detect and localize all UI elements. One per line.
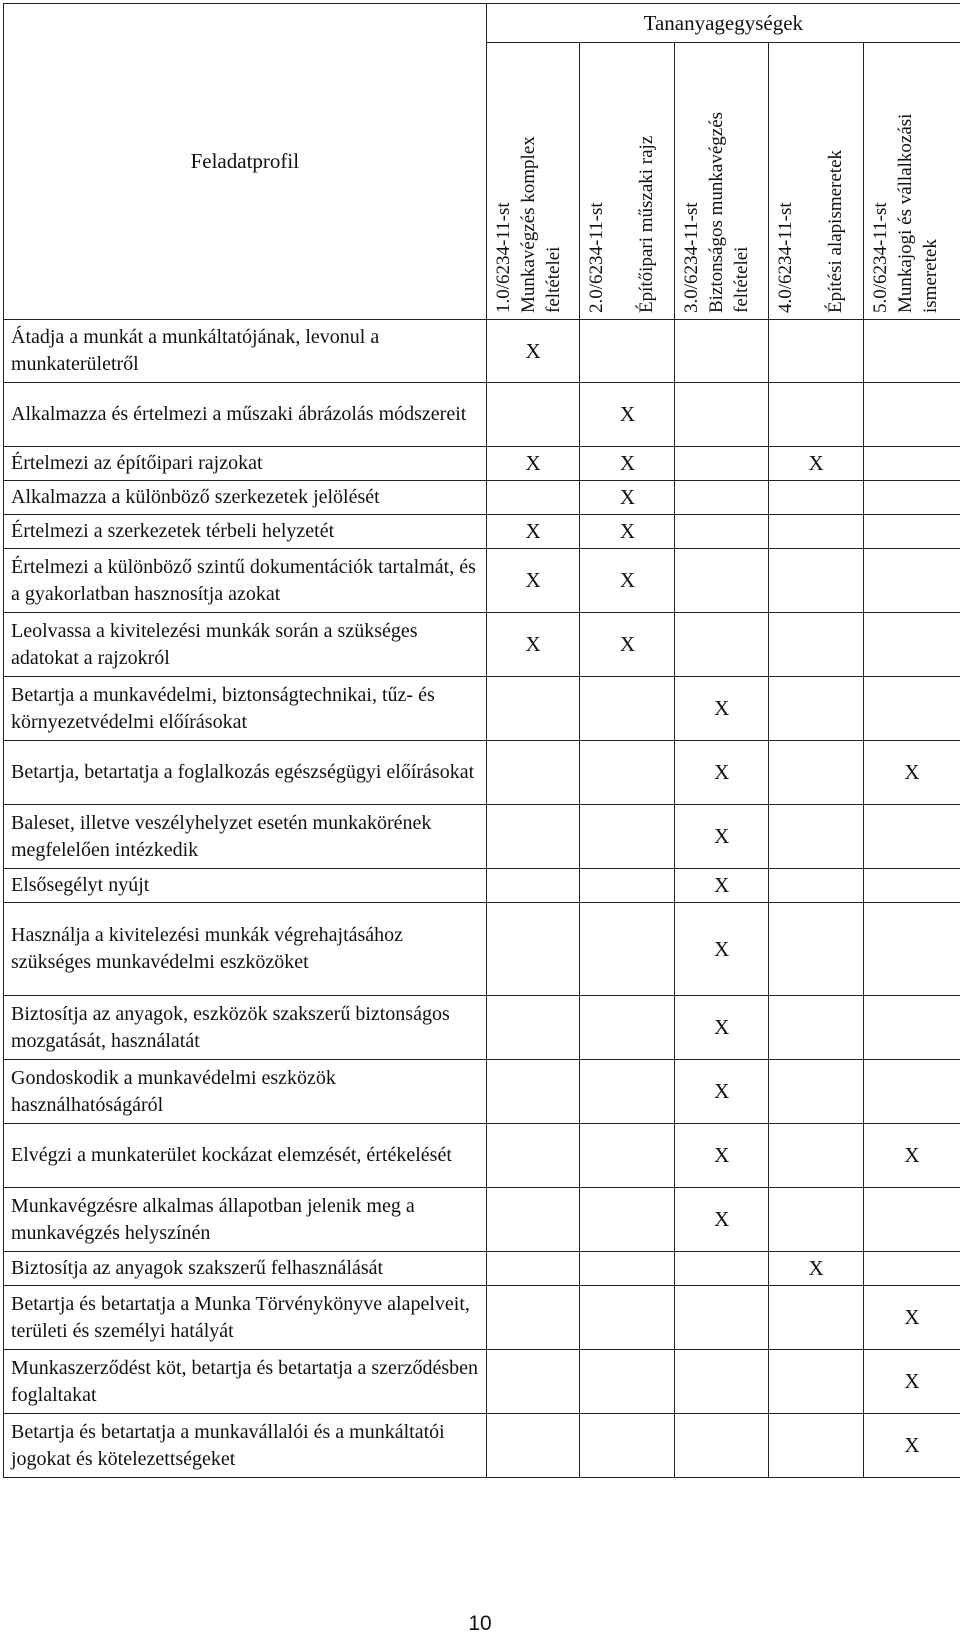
unit-3-mark [675, 1350, 769, 1414]
unit-header-2 [580, 43, 675, 320]
unit-2-mark [580, 1414, 675, 1478]
table-row [4, 1286, 960, 1350]
unit-3-mark [675, 1414, 769, 1478]
unit-4-mark [769, 320, 864, 383]
unit-4-mark [769, 1286, 864, 1350]
unit-2-mark [580, 1350, 675, 1414]
table-row [4, 1060, 960, 1124]
unit-2-mark [580, 1124, 675, 1188]
unit-2-mark: X [580, 549, 675, 613]
unit-5-mark [864, 869, 960, 903]
task-description: Értelmezi a különböző szintű dokumentációk tartalmát, és a gyakorlatban hasznosítja azokat [4, 549, 487, 613]
unit-5-mark: X [864, 1350, 960, 1414]
unit-5-mark [864, 1060, 960, 1124]
unit-3-mark: X [675, 869, 769, 903]
task-description: Betartja a munkavédelmi, biztonságtechnikai, tűz- és környezetvédelmi előírásokat [4, 677, 487, 741]
task-description: Munkavégzésre alkalmas állapotban jelenik meg a munkavégzés helyszínén [4, 1188, 487, 1252]
table-row [4, 903, 960, 996]
unit-4-mark [769, 1060, 864, 1124]
unit-5-mark [864, 447, 960, 481]
table-row [4, 1350, 960, 1414]
unit-1-mark [486, 1124, 580, 1188]
unit-header-5 [864, 43, 960, 320]
unit-5-mark [864, 805, 960, 869]
task-description: Gondoskodik a munkavédelmi eszközök használhatóságáról [4, 1060, 487, 1124]
task-description: Betartja és betartatja a Munka Törvénykönyve alapelveit, területi és személyi hatályát [4, 1286, 487, 1350]
unit-3-mark: X [675, 903, 769, 996]
competency-matrix-table [3, 3, 960, 1478]
unit-4-mark [769, 1350, 864, 1414]
unit-1-mark [486, 1350, 580, 1414]
task-description: Munkaszerződést köt, betartja és betartatja a szerződésben foglaltakat [4, 1350, 487, 1414]
unit-1-mark [486, 1060, 580, 1124]
table-row [4, 383, 960, 447]
task-description: Baleset, illetve veszélyhelyzet esetén munkakörének megfelelően intézkedik [4, 805, 487, 869]
unit-5-mark [864, 515, 960, 549]
unit-1-mark [486, 1188, 580, 1252]
unit-2-mark: X [580, 515, 675, 549]
task-description: Értelmezi az építőipari rajzokat [4, 447, 487, 481]
task-description: Használja a kivitelezési munkák végrehajtásához szükséges munkavédelmi eszközöket [4, 903, 487, 996]
unit-4-mark [769, 805, 864, 869]
unit-1-mark [486, 805, 580, 869]
unit-5-mark [864, 481, 960, 515]
unit-5-mark [864, 1252, 960, 1286]
unit-1-mark [486, 741, 580, 805]
table-row [4, 549, 960, 613]
unit-4-mark [769, 1188, 864, 1252]
table-row [4, 1252, 960, 1286]
unit-5-mark: X [864, 741, 960, 805]
unit-3-mark [675, 481, 769, 515]
unit-2-mark: X [580, 481, 675, 515]
unit-2-mark [580, 869, 675, 903]
unit-4-mark [769, 1124, 864, 1188]
table-row [4, 805, 960, 869]
unit-3-mark: X [675, 677, 769, 741]
table-row [4, 1124, 960, 1188]
unit-1-mark [486, 996, 580, 1060]
unit-3-mark [675, 447, 769, 481]
table-row [4, 515, 960, 549]
unit-5-mark [864, 1188, 960, 1252]
table-row [4, 996, 960, 1060]
table-row [4, 1414, 960, 1478]
unit-3-mark [675, 320, 769, 383]
unit-5-mark [864, 903, 960, 996]
header-curriculum-units: Tananyagegységek [486, 4, 960, 43]
task-description: Alkalmazza a különböző szerkezetek jelölését [4, 481, 487, 515]
unit-4-mark [769, 481, 864, 515]
unit-4-mark [769, 741, 864, 805]
unit-2-mark [580, 805, 675, 869]
unit-1-mark [486, 677, 580, 741]
unit-5-mark [864, 320, 960, 383]
unit-3-mark [675, 549, 769, 613]
unit-3-mark [675, 613, 769, 677]
unit-1-mark: X [486, 515, 580, 549]
task-description: Biztosítja az anyagok, eszközök szakszerű biztonságos mozgatását, használatát [4, 996, 487, 1060]
unit-header-4 [769, 43, 864, 320]
unit-4-mark [769, 549, 864, 613]
unit-1-mark: X [486, 447, 580, 481]
unit-4-mark: X [769, 447, 864, 481]
unit-2-mark [580, 1060, 675, 1124]
unit-header-1 [486, 43, 580, 320]
unit-3-mark: X [675, 1188, 769, 1252]
table-row [4, 1188, 960, 1252]
unit-5-mark: X [864, 1414, 960, 1478]
unit-5-mark: X [864, 1286, 960, 1350]
task-description: Betartja, betartatja a foglalkozás egészségügyi előírásokat [4, 741, 487, 805]
unit-2-mark [580, 320, 675, 383]
unit-1-mark [486, 903, 580, 996]
table-row [4, 677, 960, 741]
unit-3-mark: X [675, 1060, 769, 1124]
unit-3-mark [675, 1286, 769, 1350]
unit-3-mark [675, 383, 769, 447]
unit-2-mark [580, 677, 675, 741]
unit-header-label: 1.0/6234-11-st Munkavégzés komplex feltételei [492, 136, 564, 313]
unit-1-mark: X [486, 549, 580, 613]
task-description: Elsősegélyt nyújt [4, 869, 487, 903]
unit-4-mark [769, 515, 864, 549]
unit-2-mark: X [580, 447, 675, 481]
task-description: Átadja a munkát a munkáltatójának, levonul a munkaterületről [4, 320, 487, 383]
task-description: Értelmezi a szerkezetek térbeli helyzetét [4, 515, 487, 549]
unit-3-mark: X [675, 741, 769, 805]
unit-2-mark: X [580, 383, 675, 447]
unit-1-mark [486, 1286, 580, 1350]
table-row [4, 869, 960, 903]
unit-2-mark [580, 1188, 675, 1252]
table-row [4, 447, 960, 481]
unit-header-label: 4.0/6234-11-st Építési alapismeretek [775, 149, 847, 313]
unit-2-mark [580, 741, 675, 805]
table-row [4, 741, 960, 805]
unit-4-mark: X [769, 1252, 864, 1286]
task-description: Elvégzi a munkaterület kockázat elemzését, értékelését [4, 1124, 487, 1188]
unit-1-mark: X [486, 320, 580, 383]
unit-1-mark [486, 1414, 580, 1478]
unit-3-mark: X [675, 996, 769, 1060]
unit-1-mark [486, 383, 580, 447]
task-description: Betartja és betartatja a munkavállalói és a munkáltatói jogokat és kötelezettségeket [4, 1414, 487, 1478]
unit-2-mark [580, 903, 675, 996]
unit-4-mark [769, 996, 864, 1060]
unit-3-mark [675, 1252, 769, 1286]
table-row [4, 320, 960, 383]
table-row [4, 613, 960, 677]
unit-4-mark [769, 1414, 864, 1478]
unit-5-mark [864, 549, 960, 613]
unit-3-mark: X [675, 1124, 769, 1188]
unit-1-mark [486, 869, 580, 903]
unit-5-mark [864, 613, 960, 677]
task-description: Alkalmazza és értelmezi a műszaki ábrázolás módszereit [4, 383, 487, 447]
unit-4-mark [769, 869, 864, 903]
unit-3-mark [675, 515, 769, 549]
unit-2-mark [580, 996, 675, 1060]
unit-header-label: 2.0/6234-11-st Építőipari műszaki rajz [586, 135, 658, 313]
unit-5-mark: X [864, 1124, 960, 1188]
unit-3-mark: X [675, 805, 769, 869]
unit-5-mark [864, 383, 960, 447]
unit-2-mark: X [580, 613, 675, 677]
unit-1-mark [486, 1252, 580, 1286]
unit-2-mark [580, 1252, 675, 1286]
unit-1-mark [486, 481, 580, 515]
unit-4-mark [769, 383, 864, 447]
task-description: Biztosítja az anyagok szakszerű felhasználását [4, 1252, 487, 1286]
unit-5-mark [864, 996, 960, 1060]
page-number: 10 [468, 1612, 492, 1635]
unit-header-3 [675, 43, 769, 320]
unit-2-mark [580, 1286, 675, 1350]
unit-header-label: 5.0/6234-11-st Munkajogi és vállalkozási ismeretek [870, 113, 941, 313]
table-row [4, 481, 960, 515]
unit-4-mark [769, 677, 864, 741]
unit-5-mark [864, 677, 960, 741]
unit-4-mark [769, 903, 864, 996]
unit-1-mark: X [486, 613, 580, 677]
unit-4-mark [769, 613, 864, 677]
task-description: Leolvassa a kivitelezési munkák során a szükséges adatokat a rajzokról [4, 613, 487, 677]
header-task-profile: Feladatprofil [4, 4, 487, 320]
unit-header-label: 3.0/6234-11-st Biztonságos munkavégzés feltételei [681, 111, 753, 313]
